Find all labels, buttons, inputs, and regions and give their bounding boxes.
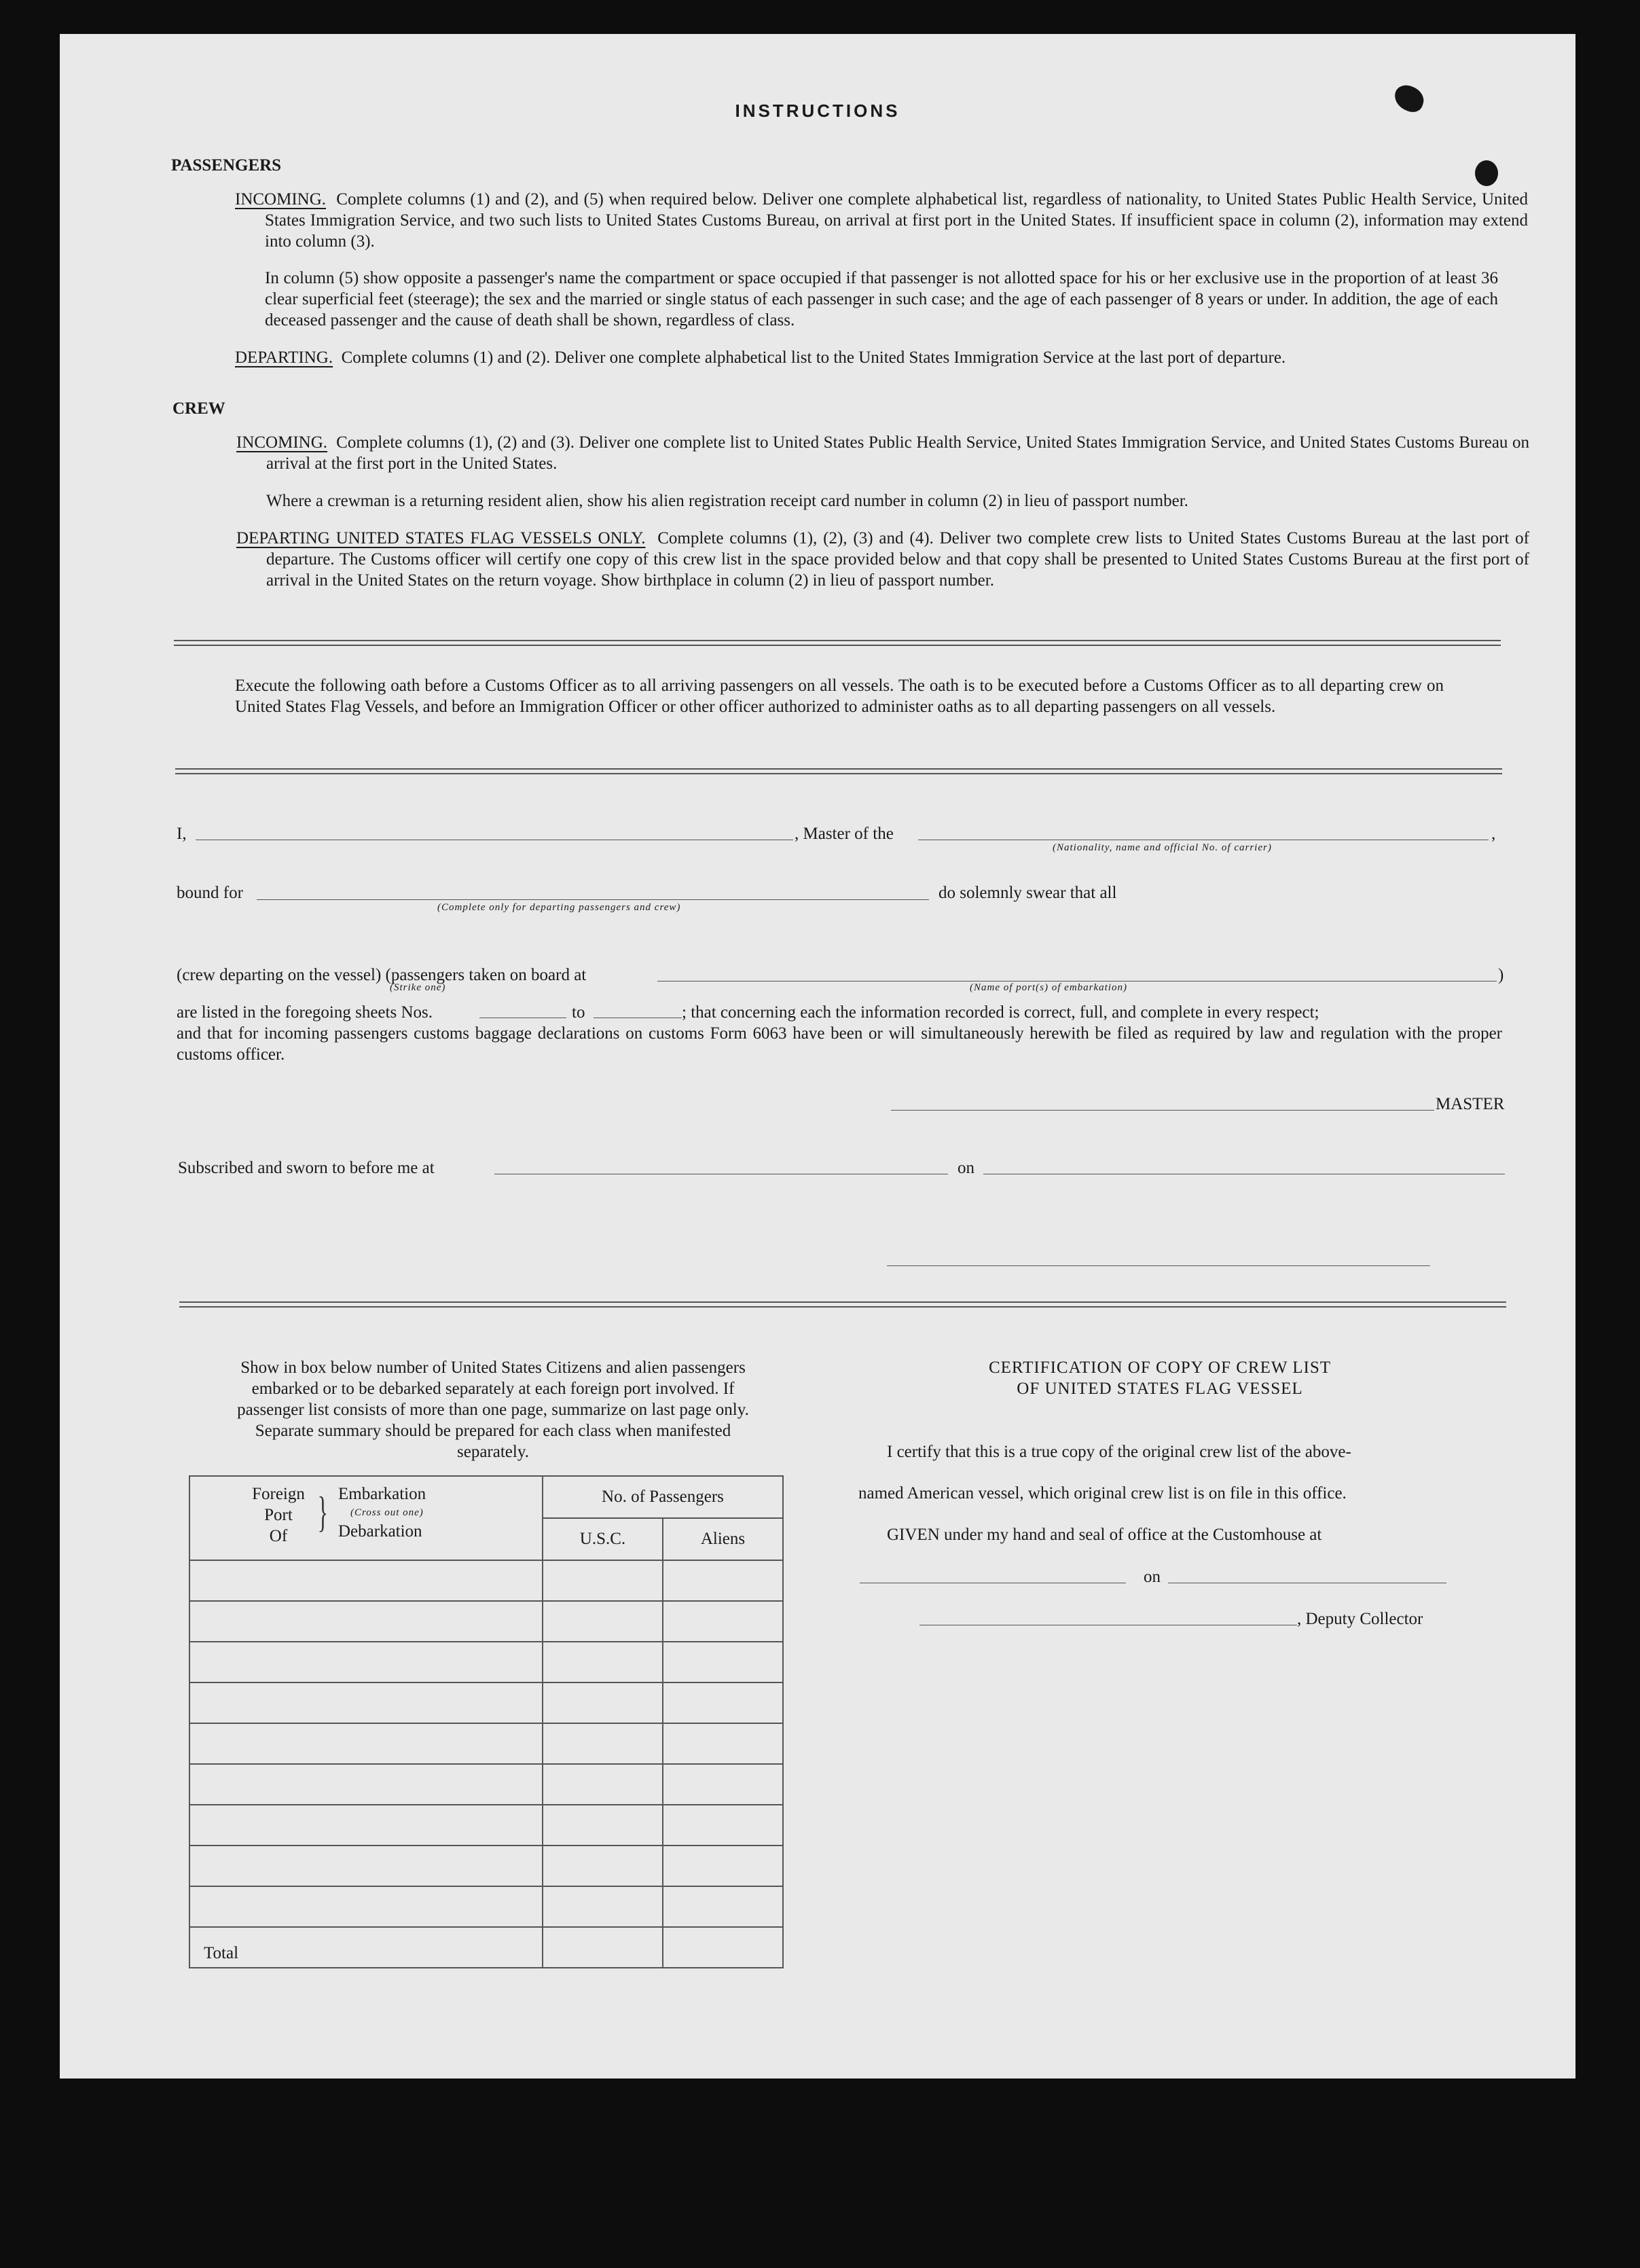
table-row <box>189 1560 783 1601</box>
usc-header: U.S.C. <box>543 1518 663 1560</box>
passengers-incoming-text: Complete columns (1) and (2), and (5) when required below. Deliver one complete alphabetical list, regardless of nationality, to United States Public Health Service, United States Immigration Service, and two such lists to United States Customs Bureau, on arrival at first port in the United States. If insufficient space in column (2), information may extend into column (3). <box>265 190 1528 251</box>
usc-cell[interactable] <box>543 1682 663 1723</box>
subscribed-label: Subscribed and sworn to before me at <box>178 1159 435 1177</box>
table-row <box>189 1805 783 1846</box>
of-label: Of <box>269 1527 288 1545</box>
passengers-departing-label: DEPARTING. <box>235 348 333 367</box>
port-cell[interactable] <box>189 1601 543 1642</box>
aliens-cell[interactable] <box>663 1723 783 1764</box>
no-of-passengers-header: No. of Passengers <box>543 1476 783 1518</box>
total-aliens-cell[interactable] <box>663 1927 783 1968</box>
port-cell[interactable] <box>189 1886 543 1927</box>
port-label: Port <box>264 1506 293 1524</box>
usc-cell[interactable] <box>543 1642 663 1682</box>
crew-incoming-label: INCOMING. <box>236 433 328 452</box>
debarkation-label: Debarkation <box>338 1522 422 1541</box>
table-row <box>189 1642 783 1682</box>
certification-title-2: OF UNITED STATES FLAG VESSEL <box>1017 1380 1303 1398</box>
bound-for-label: bound for <box>177 884 243 902</box>
brace-icon: } <box>317 1488 329 1536</box>
strike-one-hint: (Strike one) <box>390 982 446 993</box>
port-cell[interactable] <box>189 1764 543 1805</box>
certification-title-1: CERTIFICATION OF COPY OF CREW LIST <box>988 1358 1332 1377</box>
aliens-cell[interactable] <box>663 1682 783 1723</box>
usc-cell[interactable] <box>543 1805 663 1846</box>
port-cell[interactable] <box>189 1723 543 1764</box>
master-signature-field[interactable] <box>891 1110 1434 1111</box>
oath-i-label: I, <box>177 825 187 843</box>
oath-intro: Execute the following oath before a Customs Officer as to all arriving passengers on all vessels. The oath is to be executed before a Customs Officer as to all departing crew on United States Flag Vessels, and before an Immigration Officer or other officer authorized to administer oaths as to all departing passengers on all vessels. <box>235 677 1444 716</box>
total-label: Total <box>189 1927 543 1968</box>
page-title: INSTRUCTIONS <box>735 101 900 121</box>
close-paren: ) <box>1498 966 1504 984</box>
officer-signature-field[interactable] <box>887 1265 1430 1266</box>
embarkation-port-field[interactable] <box>657 981 1497 982</box>
passengers-departing-text: Complete columns (1) and (2). Deliver one complete alphabetical list to the United States Immigration Service at the last port of departure. <box>341 348 1286 367</box>
passengers-heading: PASSENGERS <box>171 156 282 175</box>
table-row <box>189 1846 783 1886</box>
bound-for-hint: (Complete only for departing passengers and crew) <box>437 902 681 913</box>
embarkation-port-hint: (Name of port(s) of embarkation) <box>970 982 1127 993</box>
aliens-cell[interactable] <box>663 1846 783 1886</box>
aliens-cell[interactable] <box>663 1642 783 1682</box>
total-usc-cell[interactable] <box>543 1927 663 1968</box>
aliens-cell[interactable] <box>663 1601 783 1642</box>
punch-hole <box>1475 160 1498 186</box>
table-row <box>189 1682 783 1723</box>
bound-for-field[interactable] <box>257 899 929 900</box>
summary-instructions: Show in box below number of United States Citizens and alien passengers embarked or to be debarked separately at each foreign port involved. If passenger list consists of more than one page, summarize on last page only. Separate summary should be prepared for each class when manifested separately. <box>237 1358 749 1461</box>
passengers-incoming-paragraph <box>235 189 1528 252</box>
swear-text: do solemnly swear that all <box>939 884 1117 902</box>
lower-divider <box>179 1301 1506 1308</box>
master-label: MASTER <box>1436 1095 1505 1113</box>
certification-line-3: GIVEN under my hand and seal of office at the Customhouse at <box>887 1526 1322 1544</box>
usc-cell[interactable] <box>543 1601 663 1642</box>
table-row <box>189 1886 783 1927</box>
aliens-header: Aliens <box>663 1518 783 1560</box>
certification-line-1: I certify that this is a true copy of the original crew list of the above- <box>887 1443 1351 1461</box>
passengers-column5-paragraph: In column (5) show opposite a passenger's name the compartment or space occupied if that passenger is not allotted space for his or her exclusive use in the proportion of at least 36 clear superficial feet (steerage); the sex and the married or single status of each passenger in such case; and the age of each passenger of 8 years or under. In addition, the age of each deceased passenger and the cause of death shall be shown, regardless of class. <box>265 269 1498 329</box>
carrier-hint: (Nationality, name and official No. of carrier) <box>1053 842 1272 853</box>
oath-body-rest: and that for incoming passengers customs baggage declarations on customs Form 6063 have been or will simultaneously herewith be filed as required by law and regulation with the proper customs officer. <box>177 1024 1502 1064</box>
table-row <box>189 1764 783 1805</box>
total-row <box>189 1927 783 1968</box>
port-cell[interactable] <box>189 1846 543 1886</box>
table-row <box>189 1601 783 1642</box>
crew-flag-paragraph <box>236 528 1529 591</box>
crew-heading: CREW <box>172 399 225 418</box>
aliens-cell[interactable] <box>663 1805 783 1846</box>
usc-cell[interactable] <box>543 1764 663 1805</box>
passengers-incoming-label: INCOMING. <box>235 190 327 209</box>
deputy-collector-label: , Deputy Collector <box>1297 1610 1423 1628</box>
port-header-cell <box>189 1476 543 1560</box>
usc-cell[interactable] <box>543 1560 663 1601</box>
crew-passengers-text: (crew departing on the vessel) (passengers taken on board at <box>177 966 587 984</box>
embarkation-label: Embarkation <box>338 1485 426 1503</box>
listed-sheets-text: are listed in the foregoing sheets Nos. <box>177 1003 433 1022</box>
foreign-label: Foreign <box>252 1485 305 1503</box>
cross-out-hint: (Cross out one) <box>350 1507 424 1518</box>
usc-cell[interactable] <box>543 1846 663 1886</box>
form-page <box>60 34 1575 2078</box>
crew-incoming-text: Complete columns (1), (2) and (3). Deliver one complete list to United States Public Health Service, United States Immigration Service, and United States Customs Bureau on arrival at the first port in the United States. <box>266 433 1529 473</box>
crew-flag-label: DEPARTING UNITED STATES FLAG VESSELS ONLY. <box>236 529 646 547</box>
certification-line-2: named American vessel, which original crew list is on file in this office. <box>858 1484 1347 1502</box>
listed-to-text: to <box>572 1003 585 1022</box>
aliens-cell[interactable] <box>663 1764 783 1805</box>
port-cell[interactable] <box>189 1642 543 1682</box>
oath-divider <box>175 768 1502 774</box>
table-row <box>189 1723 783 1764</box>
section-divider <box>174 640 1501 646</box>
master-of-the-label: , Master of the <box>795 825 894 843</box>
listed-correct-text: ; that concerning each the information recorded is correct, full, and complete in every respect; <box>682 1003 1319 1022</box>
aliens-cell[interactable] <box>663 1560 783 1601</box>
port-cell[interactable] <box>189 1560 543 1601</box>
crew-alien-paragraph: Where a crewman is a returning resident alien, show his alien registration receipt card number in column (2) in lieu of passport number. <box>266 492 1188 510</box>
usc-cell[interactable] <box>543 1723 663 1764</box>
port-cell[interactable] <box>189 1805 543 1846</box>
certification-on-label: on <box>1144 1568 1161 1586</box>
aliens-cell[interactable] <box>663 1886 783 1927</box>
passenger-summary-table <box>189 1475 784 1968</box>
line-end-comma: , <box>1491 825 1496 843</box>
crew-incoming-paragraph <box>236 432 1529 474</box>
usc-cell[interactable] <box>543 1886 663 1927</box>
passengers-departing-paragraph <box>235 347 1498 368</box>
sworn-on-label: on <box>958 1159 974 1177</box>
crew-flag-text: Complete columns (1), (2), (3) and (4). Deliver two complete crew lists to United States Customs Bureau at the last port of departure. The Customs officer will certify one copy of this crew list in the space provided below and that copy shall be presented to United States Customs Bureau at the first port of arrival in the United States on the return voyage. Show birthplace in column (2) in lieu of passport number. <box>266 529 1529 590</box>
port-cell[interactable] <box>189 1682 543 1723</box>
